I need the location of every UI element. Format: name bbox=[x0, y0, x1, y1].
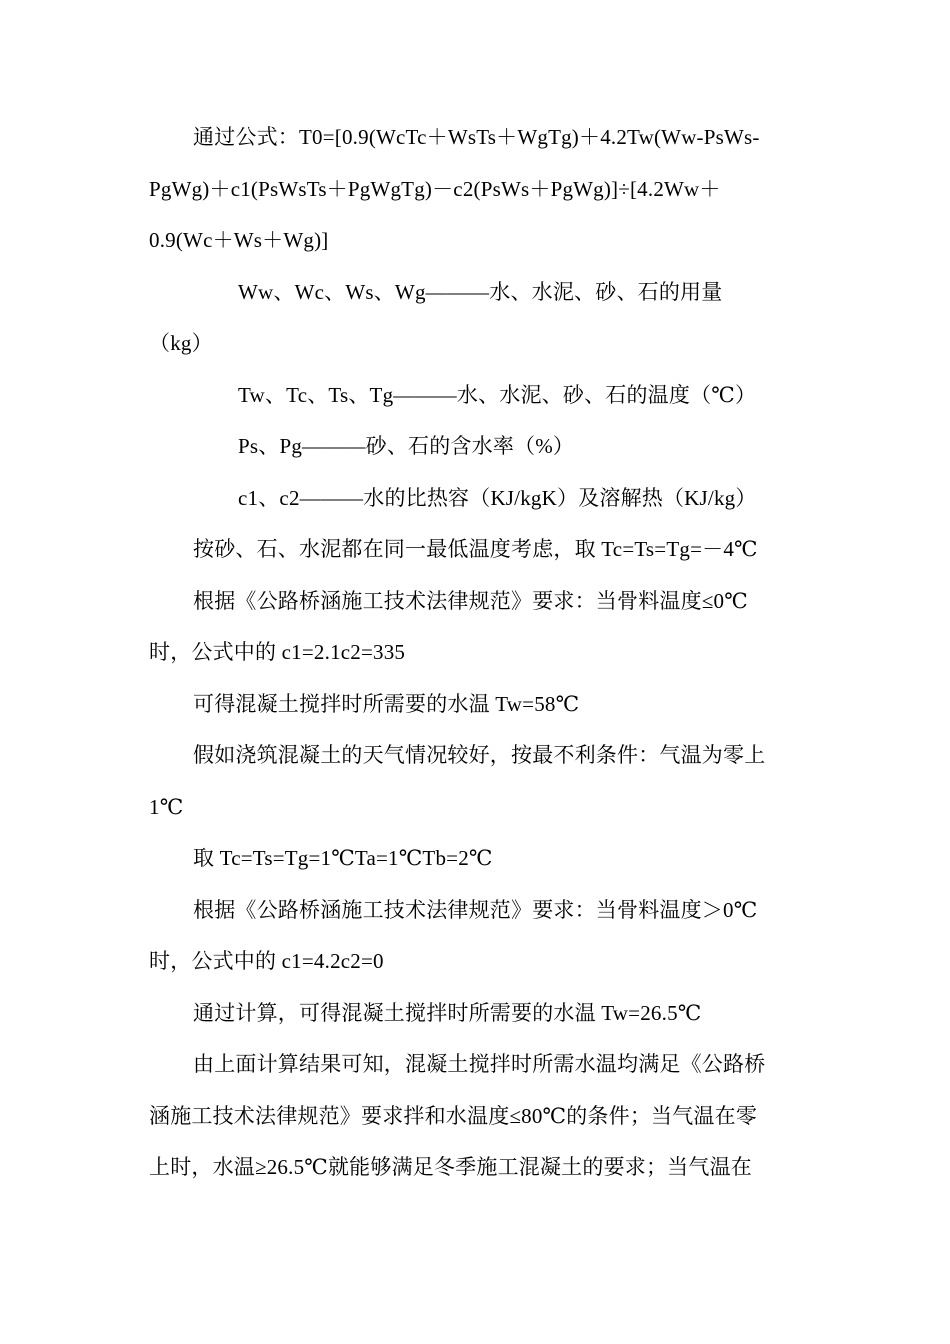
paragraph-spec-2: 根据《公路桥涵施工技术法律规范》要求：当骨料温度＞0℃ bbox=[193, 898, 758, 922]
variable-def-temperatures: Tw、Tc、Ts、Tg———水、水泥、砂、石的温度（℃） bbox=[238, 383, 757, 407]
paragraph-result-1: 可得混凝土搅拌时所需要的水温 Tw=58℃ bbox=[193, 692, 580, 716]
paragraph-result-2: 通过计算，可得混凝土搅拌时所需要的水温 Tw=26.5℃ bbox=[193, 1001, 702, 1025]
paragraph-spec-1-cont: 时，公式中的 c1=2.1c2=335 bbox=[149, 640, 406, 664]
paragraph-temps: 取 Tc=Ts=Tg=1℃Ta=1℃Tb=2℃ bbox=[193, 846, 493, 870]
formula-line-2: PgWg)＋c1(PsWsTs＋PgWgTg)－c2(PsWs＋PgWg)]÷[4.2Ww＋ bbox=[149, 177, 721, 201]
formula-line-3: 0.9(Wc＋Ws＋Wg)] bbox=[149, 228, 329, 252]
paragraph-weather-cont: 1℃ bbox=[149, 795, 184, 819]
variable-def-heat: c1、c2———水的比热容（KJ/kgK）及溶解热（KJ/kg） bbox=[238, 486, 757, 510]
variable-def-moisture: Ps、Pg———砂、石的含水率（%） bbox=[238, 434, 575, 458]
paragraph-weather: 假如浇筑混凝土的天气情况较好，按最不利条件：气温为零上 bbox=[193, 743, 766, 767]
paragraph-conclusion-cont-2: 上时，水温≥26.5℃就能够满足冬季施工混凝土的要求；当气温在 bbox=[149, 1155, 752, 1179]
paragraph-conclusion: 由上面计算结果可知，混凝土搅拌时所需水温均满足《公路桥 bbox=[193, 1052, 766, 1076]
paragraph-conclusion-cont-1: 涵施工技术法律规范》要求拌和水温度≤80℃的条件；当气温在零 bbox=[149, 1104, 758, 1128]
variable-def-weights-unit: （kg） bbox=[149, 331, 213, 355]
formula-line-1: 通过公式：T0=[0.9(WcTc＋WsTs＋WgTg)＋4.2Tw(Ww-PsWs- bbox=[193, 125, 760, 149]
paragraph-spec-2-cont: 时，公式中的 c1=4.2c2=0 bbox=[149, 949, 384, 973]
variable-def-weights: Ww、Wc、Ws、Wg———水、水泥、砂、石的用量 bbox=[238, 280, 723, 304]
paragraph-assumption: 按砂、石、水泥都在同一最低温度考虑，取 Tc=Ts=Tg=－4℃ bbox=[193, 537, 758, 561]
paragraph-spec-1: 根据《公路桥涵施工技术法律规范》要求：当骨料温度≤0℃ bbox=[193, 589, 748, 613]
